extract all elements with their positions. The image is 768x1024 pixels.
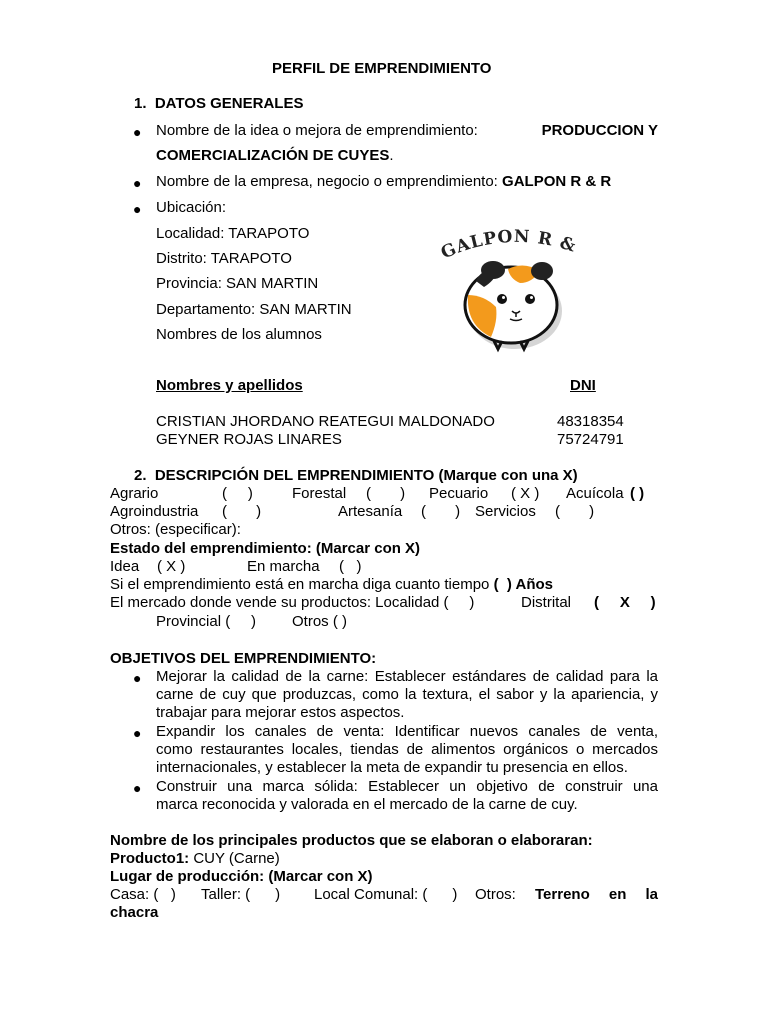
departamento: Departamento: SAN MARTIN xyxy=(156,301,352,318)
forestal-label: Forestal xyxy=(292,485,347,502)
empresa-label: Nombre de la empresa, negocio o emprendimiento: xyxy=(156,173,498,190)
servicios-label: Servicios xyxy=(475,503,536,520)
galpon-logo xyxy=(436,225,586,355)
logo-text: GALPON R & xyxy=(438,226,579,264)
student-name: CRISTIAN JHORDANO REATEGUI MALDONADO xyxy=(156,413,495,430)
taller-option: Taller: ( ) xyxy=(201,886,281,903)
forestal-mark: ( ) xyxy=(366,485,406,502)
distrito: Distrito: TARAPOTO xyxy=(156,250,292,267)
bullet-icon: ● xyxy=(133,725,142,741)
objective-line: trabajar para mejorar estos aspectos. xyxy=(156,704,405,721)
en-marcha-option: En marcha xyxy=(247,558,320,575)
casa-option: Casa: ( ) xyxy=(110,886,176,903)
localidad: Localidad: TARAPOTO xyxy=(156,225,310,242)
section-2-heading: 2. DESCRIPCIÓN DEL EMPRENDIMIENTO (Marque con una X) xyxy=(134,467,578,484)
bullet-icon: ● xyxy=(133,175,142,191)
objective-line: como restaurantes locales, tiendas de alimentos orgánicos o mercados xyxy=(156,741,658,758)
agroindustria-label: Agroindustria xyxy=(110,503,199,520)
idea-end: . xyxy=(389,147,394,164)
section-1-heading: 1. DATOS GENERALES xyxy=(134,95,304,112)
terreno-value-2: chacra xyxy=(110,904,159,921)
objective-line: Construir una marca sólida: Establecer un objetivo de construir una xyxy=(156,778,658,795)
objective-line: Mejorar la calidad de la carne: Establecer estándares de calidad para la xyxy=(156,668,658,685)
acuicola-mark: ( ) xyxy=(630,485,645,502)
student-dni: 75724791 xyxy=(557,431,624,448)
student-dni: 48318354 xyxy=(557,413,624,430)
idea-line-2 xyxy=(156,147,394,165)
provincial-option: Provincial ( ) xyxy=(156,613,257,630)
distrital-label: Distrital xyxy=(521,594,572,611)
mercado-text: El mercado donde vende su productos: Localidad ( ) xyxy=(110,594,475,611)
objective-line: Expandir los canales de venta: Identificar nuevos canales de venta, xyxy=(156,723,658,740)
page-title: PERFIL DE EMPRENDIMIENTO xyxy=(272,60,492,77)
bullet-icon: ● xyxy=(133,670,142,686)
artesania-label: Artesanía xyxy=(338,503,403,520)
otros-especificar: Otros: (especificar): xyxy=(110,521,241,538)
objectives-heading: OBJETIVOS DEL EMPRENDIMIENTO: xyxy=(110,650,377,667)
pecuario-label: Pecuario xyxy=(429,485,489,502)
bullet-icon: ● xyxy=(133,201,142,217)
objective-line: carne de cuy que produzcas, como la textura, el sabor y la apariencia, y xyxy=(156,686,658,703)
artesania-mark: ( ) xyxy=(421,503,461,520)
objective-item xyxy=(156,778,658,814)
agrario-mark: ( ) xyxy=(222,485,253,502)
tiempo-value: ( ) Años xyxy=(493,576,553,593)
table-header-dni: DNI xyxy=(570,377,596,394)
acuicola-label: Acuícola xyxy=(566,485,624,502)
producto-value: CUY (Carne) xyxy=(189,850,280,867)
student-name: GEYNER ROJAS LINARES xyxy=(156,431,342,448)
producto-label: Producto1: xyxy=(110,850,190,867)
alumnos-label: Nombres de los alumnos xyxy=(156,326,322,343)
idea-line-1 xyxy=(156,122,658,140)
agrario-label: Agrario xyxy=(110,485,159,502)
tiempo-line xyxy=(110,576,553,594)
producto-line xyxy=(110,850,280,868)
provincia: Provincia: SAN MARTIN xyxy=(156,275,319,292)
bullet-icon: ● xyxy=(133,780,142,796)
otros-option: Otros: xyxy=(475,886,516,903)
agroindustria-mark: ( ) xyxy=(222,503,262,520)
estado-heading: Estado del emprendimiento: (Marcar con X) xyxy=(110,540,421,557)
pecuario-mark: ( X ) xyxy=(511,485,540,502)
bullet-icon: ● xyxy=(133,124,142,140)
svg-text:GALPON R & R xyxy=(436,225,586,263)
empresa-value: GALPON R & R xyxy=(502,173,612,190)
otros-mark: Otros ( ) xyxy=(292,613,347,630)
idea-mark: ( X ) xyxy=(157,558,186,575)
ubicacion-label: Ubicación: xyxy=(156,199,227,216)
objective-line: internacionales, y establecer la meta de expandir tu presencia en ellos. xyxy=(156,759,628,776)
local-option: Local Comunal: ( ) xyxy=(314,886,458,903)
objective-item xyxy=(156,668,658,722)
idea-label: Nombre de la idea o mejora de emprendimiento: xyxy=(156,122,478,139)
objective-line: marca reconocida y valorada en el mercado de la carne de cuy. xyxy=(156,796,578,813)
tiempo-text: Si el emprendimiento está en marcha diga cuanto tiempo xyxy=(110,576,490,593)
empresa-line xyxy=(156,173,611,191)
table-header-name: Nombres y apellidos xyxy=(156,377,303,394)
terreno-value: Terreno en la xyxy=(535,886,658,903)
idea-value-1: PRODUCCION Y xyxy=(541,122,658,139)
objective-item xyxy=(156,723,658,777)
distrital-mark: ( X ) xyxy=(594,594,656,611)
idea-option: Idea xyxy=(110,558,140,575)
idea-value-2: COMERCIALIZACIÓN DE CUYES xyxy=(156,147,390,164)
lugar-heading: Lugar de producción: (Marcar con X) xyxy=(110,868,373,885)
products-heading: Nombre de los principales productos que se elaboran o elaboraran: xyxy=(110,832,593,849)
guinea-pig-icon xyxy=(436,225,586,355)
servicios-mark: ( ) xyxy=(555,503,595,520)
en-marcha-mark: ( ) xyxy=(339,558,362,575)
